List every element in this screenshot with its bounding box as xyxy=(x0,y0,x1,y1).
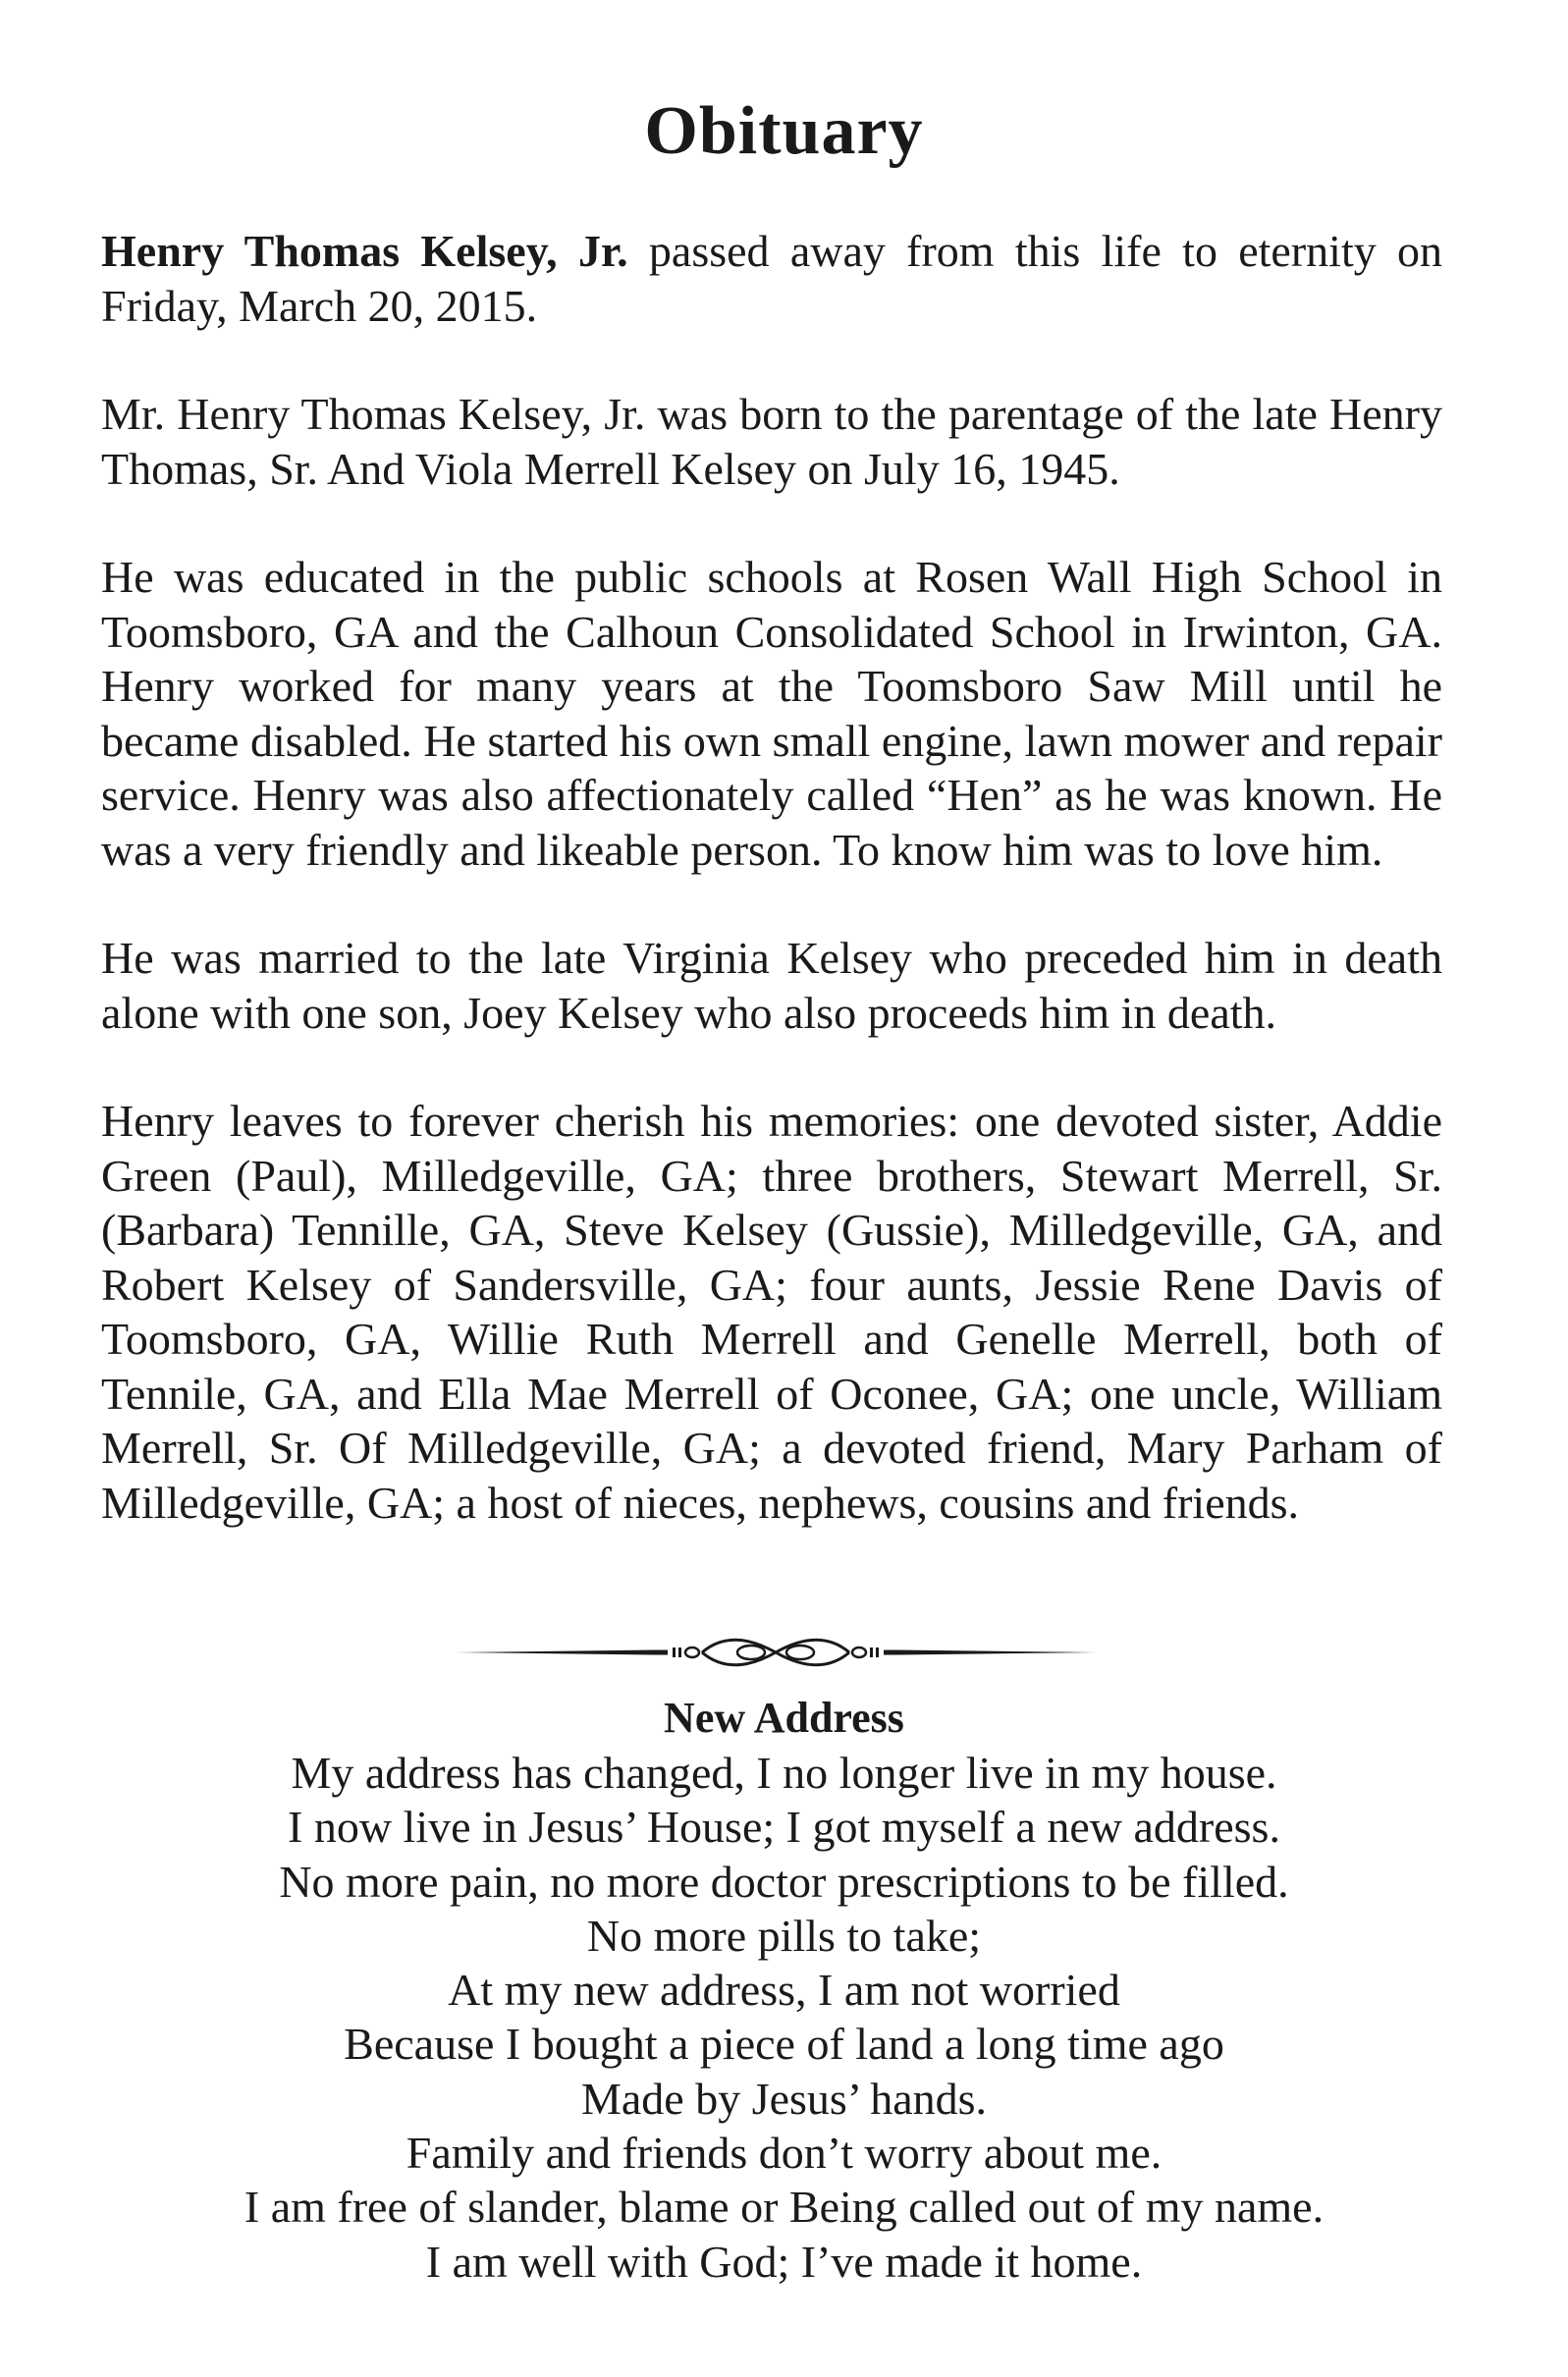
poem-title: New Address xyxy=(664,1694,904,1742)
poem xyxy=(0,1691,1568,2289)
intro-paragraph xyxy=(101,224,1442,333)
birth-paragraph: Mr. Henry Thomas Kelsey, Jr. was born to the parentage of the late Henry Thomas, Sr. And Viola Merrell Kelsey on July 16, 1945. xyxy=(101,389,1442,494)
page-title: Obituary xyxy=(644,93,924,169)
education-paragraph: He was educated in the public schools at Rosen Wall High School in Toomsboro, GA and the Calhoun Consolidated School in Irwinton, GA. Henry worked for many years at the Toomsboro Saw Mill until he became disabled. He started his own small engine, lawn mower and repair service. Henry was also affectionately called “Hen” as he was known. He was a very friendly and likeable person. To know him was to love him. xyxy=(101,552,1442,875)
poem-line: I am well with God; I’ve made it home. xyxy=(425,2236,1143,2287)
survivors-paragraph: Henry leaves to forever cherish his memories: one devoted sister, Addie Green (Paul), Milledgeville, GA; three brothers, Stewart Merrell, Sr. (Barbara) Tennille, GA, Steve Kelsey (Gussie), Milledgeville, GA, and Robert Kelsey of Sandersville, GA; four aunts, Jessie Rene Davis of Toomsboro, GA, Willie Ruth Merrell and Genelle Merrell, both of Tennile, GA, and Ella Mae Merrell of Oconee, GA; one uncle, William Merrell, Sr. Of Milledgeville, GA; a devoted friend, Mary Parham of Milledgeville, GA; a host of nieces, nephews, cousins and friends. xyxy=(101,1096,1442,1528)
poem-line: I now live in Jesus’ House; I got myself a new address. xyxy=(288,1802,1280,1853)
poem-line: My address has changed, I no longer live in my house. xyxy=(291,1748,1277,1798)
poem-line: No more pain, no more doctor prescriptions to be filled. xyxy=(279,1856,1289,1907)
poem-line: Made by Jesus’ hands. xyxy=(580,2073,988,2124)
marriage-paragraph: He was married to the late Virginia Kelsey who preceded him in death alone with one son, Joey Kelsey who also proceeds him in death. xyxy=(101,933,1442,1038)
intro-text: passed away from this life to eternity on Friday, March 20, 2015. xyxy=(101,226,1442,331)
deceased-name: Henry Thomas Kelsey, Jr. xyxy=(101,226,628,276)
poem-line: I am free of slander, blame or Being called out of my name. xyxy=(243,2182,1325,2233)
poem-line: Because I bought a piece of land a long time ago xyxy=(344,2019,1224,2070)
poem-line: At my new address, I am not worried xyxy=(448,1965,1120,2016)
ornamental-divider-icon xyxy=(457,1638,1095,1667)
poem-line: No more pills to take; xyxy=(586,1910,982,1961)
obituary-body xyxy=(101,224,1442,1530)
poem-line: Family and friends don’t worry about me. xyxy=(406,2128,1162,2179)
